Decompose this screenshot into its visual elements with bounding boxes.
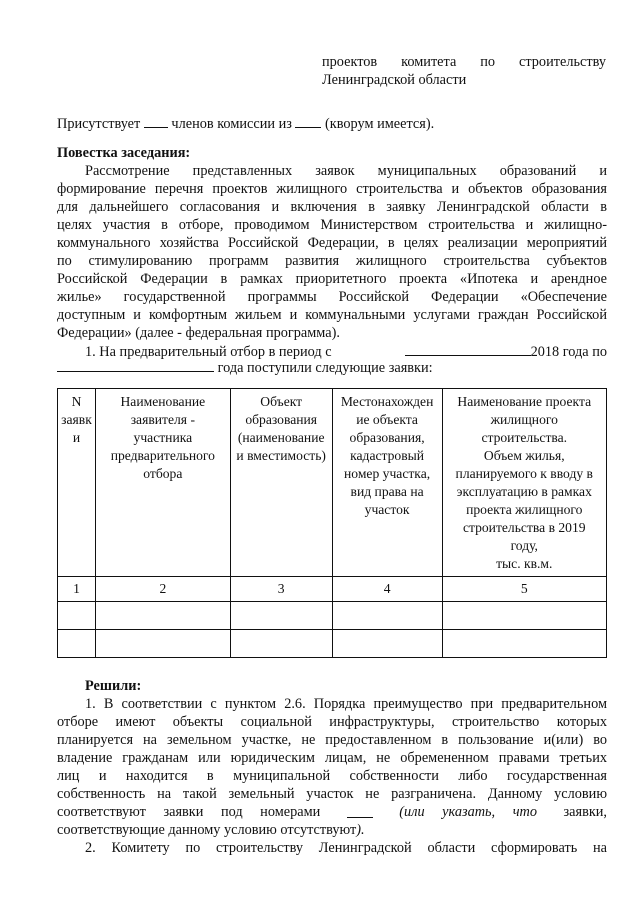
- table-cell: [58, 602, 96, 630]
- attendance-part3: (кворум имеется).: [325, 116, 435, 132]
- decided-line: 1. В соответствии с пунктом 2.6. Порядка преимущество при предварительном: [85, 696, 607, 712]
- decided-line: владение гражданам или юридическим лицам, не обремененном правами третьих: [57, 750, 607, 766]
- decided-line8-b: ).: [356, 822, 365, 838]
- item1-part3: года поступили следующие заявки:: [217, 360, 433, 376]
- agenda-line: коммунального хозяйства Российской Федерации, в целях реализации мероприятий: [57, 235, 607, 251]
- decided-line-7: [57, 803, 607, 821]
- table-cell: [95, 630, 230, 658]
- header-line-2: Ленинградской области: [322, 72, 467, 88]
- table-cell: [95, 602, 230, 630]
- decided-line7-c: заявки,: [563, 804, 607, 820]
- column-number-cell: 2: [95, 577, 230, 602]
- item1-blank-date-from: [405, 342, 531, 356]
- agenda-line: формирование перечня проектов жилищного строительства и объектов образования: [57, 181, 607, 197]
- item1-line-2: [57, 358, 433, 377]
- attendance-part2: членов комиссии из: [171, 116, 292, 132]
- attendance-blank-2: [295, 114, 321, 128]
- header-cell-applicant: Наименование заявителя - участника предварительного отбора: [95, 389, 230, 577]
- table-row: [58, 602, 607, 630]
- item1-part1: 1. На предварительный отбор в период с: [85, 344, 332, 360]
- attendance-part1: Присутствует: [57, 116, 141, 132]
- decided-blank-numbers: [347, 804, 373, 818]
- table-cell: [442, 630, 606, 658]
- table-cell: [58, 630, 96, 658]
- header-cell-number: N заявк и: [58, 389, 96, 577]
- agenda-line: для дальнейшего согласования и включения в заявку Ленинградской области в: [57, 199, 607, 215]
- item1-blank-date-to: [57, 358, 214, 372]
- header-cell-education-object: Объект образования (наименование и вместимость): [230, 389, 332, 577]
- decided-line8-a: соответствующие данному условию отсутствуют: [57, 822, 357, 838]
- agenda-line: доступным и комфортным жильем и коммунальными услугами граждан Российской: [57, 307, 607, 323]
- agenda-line: жилье» государственной программы Российской Федерации «Обеспечение: [57, 289, 607, 305]
- column-number-cell: 3: [230, 577, 332, 602]
- header-right-block: [322, 53, 606, 89]
- header-line-1: проектов комитета по строительству: [322, 54, 606, 70]
- table-header-row: [58, 389, 607, 577]
- column-number-cell: 1: [58, 577, 96, 602]
- agenda-line: целях участия в отборе, проводимом Министерством строительства и жилищно-: [57, 217, 607, 233]
- agenda-line: по стимулированию программ развития жилищного строительства субъектов: [57, 253, 607, 269]
- table-cell: [332, 602, 442, 630]
- requests-table: [57, 388, 607, 658]
- attendance-blank-1: [144, 114, 168, 128]
- decided-line: планируется на земельном участке, не предоставленном в пользование и(или) во: [57, 732, 607, 748]
- table-cell: [230, 630, 332, 658]
- decided-line: лиц и находится в муниципальной собственности либо государственная: [57, 768, 607, 784]
- agenda-line: Российской Федерации в рамках приоритетного проекта «Ипотека и арендное: [57, 271, 607, 287]
- decided-heading: Решили:: [85, 678, 142, 694]
- column-number-cell: 5: [442, 577, 606, 602]
- attendance-line: [57, 114, 434, 133]
- agenda-line: Федерации» (далее - федеральная программа).: [57, 325, 340, 341]
- table-number-row: [58, 577, 607, 602]
- decided-line-8: [57, 821, 365, 839]
- header-cell-housing-project: Наименование проекта жилищного строительства. Объем жилья, планируемого к вводу в эксплуатацию в рамках проекта жилищного строительства в 2019 году, тыс. кв.м.: [442, 389, 606, 577]
- agenda-heading: Повестка заседания:: [57, 145, 191, 161]
- decided-line7-b: (или указать, что: [399, 804, 537, 820]
- decided-item2-line: 2. Комитету по строительству Ленинградской области сформировать на: [85, 840, 607, 856]
- table-cell: [230, 602, 332, 630]
- table-cell: [332, 630, 442, 658]
- header-cell-location: Местонахожден ие объекта образования, кадастровый номер участка, вид права на участок: [332, 389, 442, 577]
- table-row: [58, 630, 607, 658]
- item1-part2: 2018 года по: [530, 344, 607, 360]
- decided-line7-a: соответствуют заявки под номерами: [57, 804, 321, 820]
- table-cell: [442, 602, 606, 630]
- decided-line: отборе имеют объекты социальной инфраструктуры, строительство которых: [57, 714, 607, 730]
- column-number-cell: 4: [332, 577, 442, 602]
- agenda-line: Рассмотрение представленных заявок муниципальных образований и: [85, 163, 607, 179]
- decided-line: собственность на такой земельный участок не разграничена. Данному условию: [57, 786, 607, 802]
